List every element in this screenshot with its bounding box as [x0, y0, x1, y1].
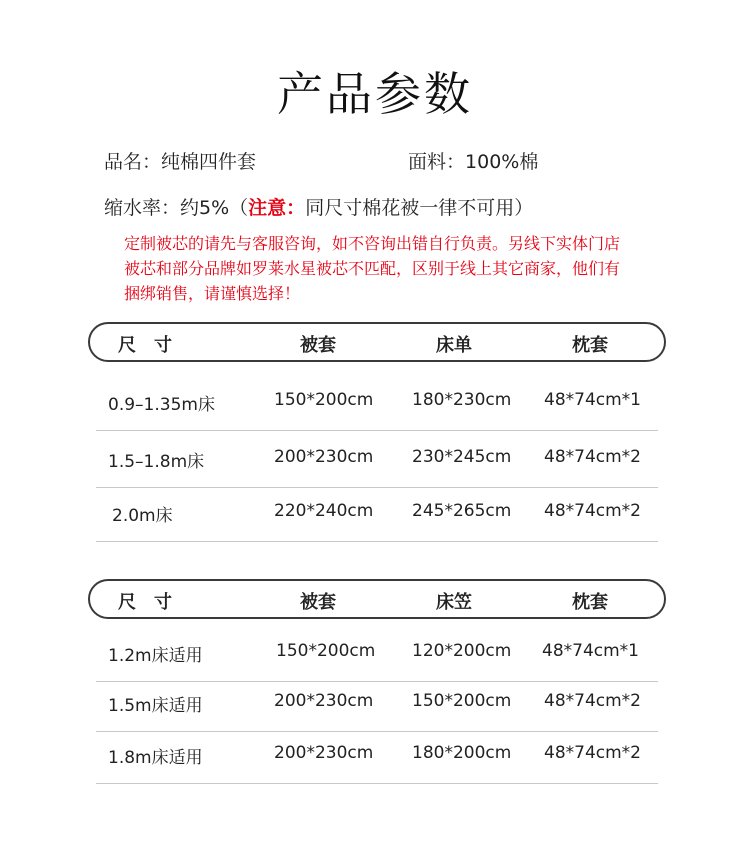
table1-header-duvet: 被套	[300, 335, 336, 356]
pillowcase-cell: 48*74cm*1	[542, 641, 639, 661]
pillowcase-cell: 48*74cm*2	[544, 691, 641, 711]
size-cell: 1.5m床适用	[108, 696, 203, 716]
table-row	[96, 487, 658, 542]
sheet-cell: 245*265cm	[412, 501, 512, 521]
fabric-value: 100%棉	[465, 151, 539, 173]
table1-header	[88, 322, 666, 362]
duvet-cell: 150*200cm	[274, 390, 374, 410]
shrink-line	[104, 193, 533, 220]
pillowcase-cell: 48*74cm*2	[544, 743, 641, 763]
pillowcase-cell: 48*74cm*2	[544, 501, 641, 521]
notice-text: 定制被芯的请先与客服咨询，如不咨询出错自行负责。另线下实体门店被芯和部分品牌如罗莱水星被芯不匹配，区别于线上其它商家，他们有捆绑销售，请谨慎选择！	[124, 234, 621, 303]
fitted-sheet-cell: 120*200cm	[412, 641, 512, 661]
size-cell: 0.9–1.35m床	[108, 395, 215, 415]
table2-header-pillowcase: 枕套	[572, 592, 608, 613]
sheet-cell: 180*230cm	[412, 390, 512, 410]
table2-header	[88, 579, 666, 619]
size-cell: 1.5–1.8m床	[108, 452, 205, 472]
page-title: 产品参数	[277, 67, 473, 121]
fabric-label: 面料：	[408, 151, 466, 173]
product-name-label: 品名：	[104, 151, 162, 173]
duvet-cell: 150*200cm	[276, 641, 376, 661]
size-cell: 2.0m床	[112, 506, 173, 526]
table-row	[96, 729, 658, 784]
fabric-line	[408, 147, 538, 174]
shrink-note-label: 注意：	[248, 197, 306, 219]
pillowcase-cell: 48*74cm*1	[544, 390, 641, 410]
duvet-cell: 220*240cm	[274, 501, 374, 521]
table2-header-duvet: 被套	[300, 592, 336, 613]
table2-header-fitted-sheet: 床笠	[436, 592, 472, 613]
fitted-sheet-cell: 150*200cm	[412, 691, 512, 711]
pillowcase-cell: 48*74cm*2	[544, 447, 641, 467]
duvet-cell: 200*230cm	[274, 691, 374, 711]
shrink-label: 缩水率：	[104, 197, 181, 219]
table-row	[96, 677, 658, 732]
shrink-note-text: 同尺寸棉花被一律不可用）	[305, 197, 534, 219]
table1-header-size: 尺 寸	[118, 335, 172, 356]
table-row	[96, 376, 658, 431]
duvet-cell: 200*230cm	[274, 447, 374, 467]
table2-header-size: 尺 寸	[118, 592, 172, 613]
size-cell: 1.8m床适用	[108, 748, 203, 768]
sheet-cell: 230*245cm	[412, 447, 512, 467]
product-name-line	[104, 147, 256, 174]
product-name-value: 纯棉四件套	[161, 151, 257, 173]
size-cell: 1.2m床适用	[108, 646, 203, 666]
duvet-cell: 200*230cm	[274, 743, 374, 763]
shrink-value: 约5%（	[180, 197, 249, 219]
table-row	[96, 433, 658, 488]
table1-header-pillowcase: 枕套	[572, 335, 608, 356]
table-row	[96, 627, 658, 682]
table1-header-sheet: 床单	[436, 335, 472, 356]
fitted-sheet-cell: 180*200cm	[412, 743, 512, 763]
